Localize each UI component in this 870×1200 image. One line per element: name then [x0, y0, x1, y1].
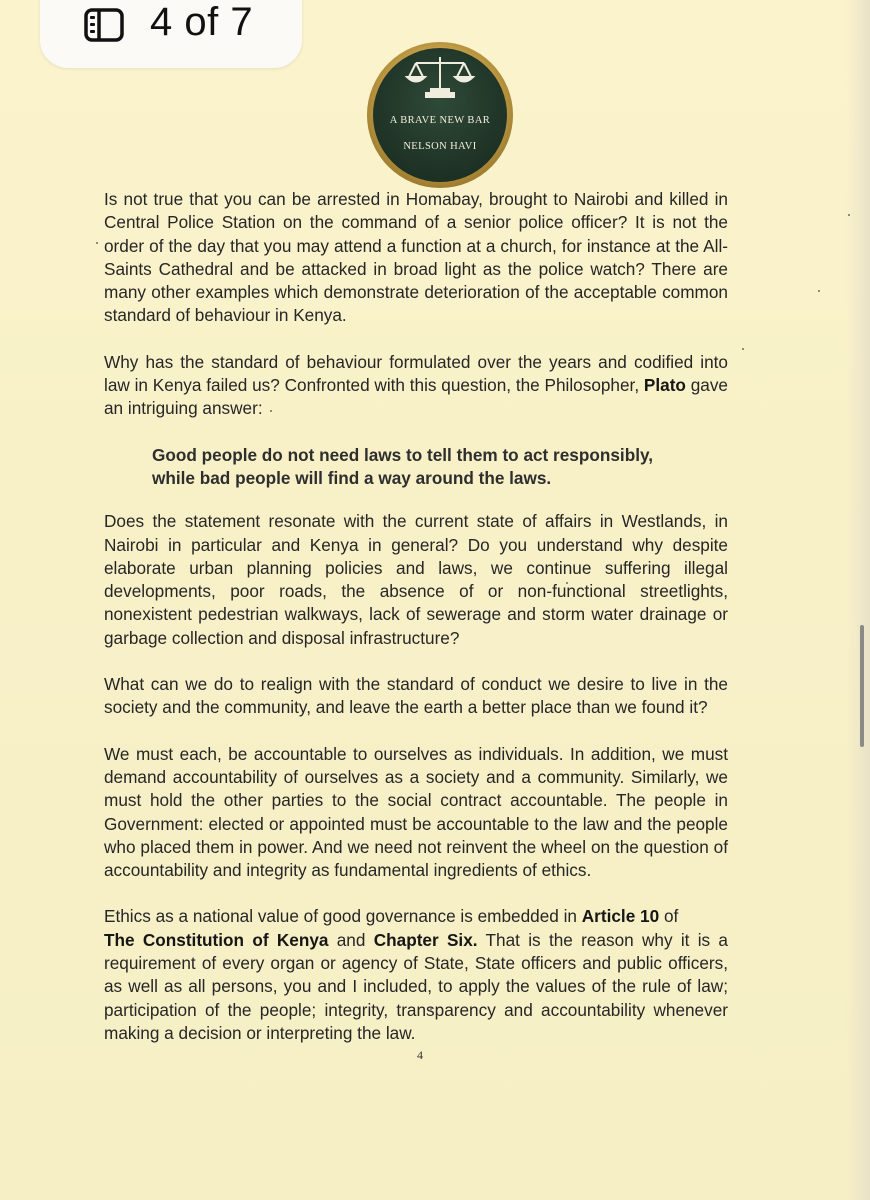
quote-line-2: while bad people will find a way around the laws. [152, 467, 552, 488]
logo-title: A BRAVE NEW BAR [389, 115, 491, 126]
chapter-six-bold: Chapter Six. [373, 929, 478, 950]
paragraph-1: Is not true that you can be arrested in Homabay, brought to Nairobi and killed in Central Police Station on the command of a senior police officer? It is not the order of the day that you may attend a function at a church, for instance at the All-Saints Cathedral and be attacked in broad light as the police watch? There are many other examples which demonstrate deterioration of the acceptable common standard of behaviour in Kenya. [104, 189, 728, 326]
paragraph-6-text-c: of [663, 906, 679, 927]
constitution-bold: The Constitution of Kenya [104, 929, 329, 950]
paragraph-3: Does the statement resonate with the current state of affairs in Westlands, in Nairobi in particular and Kenya in general? Do you understand why despite elaborate urban planning policies and laws, we continue suffering illegal developments, poor roads, the absence of or non-functional streetlights, nonexistent pedestrian walkways, lack of sewerage and storm water drainage or garbage collection and disposal infrastructure? [104, 511, 728, 648]
paragraph-6-text-a: Ethics as a national value of good governance is embedded in [104, 906, 577, 927]
vertical-scrollbar[interactable] [860, 625, 864, 747]
page-indicator-text: 4 of 7 [150, 0, 254, 44]
paragraph-2-text: Why has the standard of behaviour formulated over the years and codified into law in Kenya failed us? Confronted with this question, the Philosopher, [104, 351, 728, 396]
brave-new-bar-logo [366, 41, 514, 189]
logo-author: NELSON HAVI [403, 141, 477, 152]
paragraph-6-text-e: and [336, 929, 366, 950]
quote-line-1: Good people do not need laws to tell them to act responsibly, [152, 444, 654, 465]
page-indicator[interactable] [40, 0, 302, 68]
plato-bold: Plato [643, 375, 686, 396]
paragraph-2-tail: gave an intriguing answer: [104, 375, 728, 419]
paragraph-6-text-g: That is the reason why it is a requirement of every organ or agency of State, State officers and public officers, as well as all persons, you and I included, to apply the values of the rule of law; participation of the people; integrity, transparency and accountability whenever making a decision or interpreting the law. [104, 929, 728, 1043]
pages-sidebar-icon[interactable] [84, 8, 124, 42]
paragraph-5: We must each, be accountable to ourselves as individuals. In addition, we must demand accountability of ourselves as a society and a community. Similarly, we must hold the other parties to the social contract accountable. The people in Government: elected or appointed must be accountable to the law and the people who placed them in power. And we need not reinvent the wheel on the question of accountability and integrity as fundamental ingredients of ethics. [104, 743, 728, 881]
page-edge-shadow [846, 0, 870, 1200]
page-number: 4 [417, 1048, 423, 1062]
article-10-bold: Article 10 [581, 906, 660, 927]
document-body [104, 188, 728, 1068]
paragraph-4: What can we do to realign with the standard of conduct we desire to live in the society and the community, and leave the earth a better place than we found it? [104, 674, 728, 718]
paragraph-2 [104, 351, 728, 421]
paragraph-6 [104, 905, 728, 1045]
plato-quote [152, 444, 728, 491]
